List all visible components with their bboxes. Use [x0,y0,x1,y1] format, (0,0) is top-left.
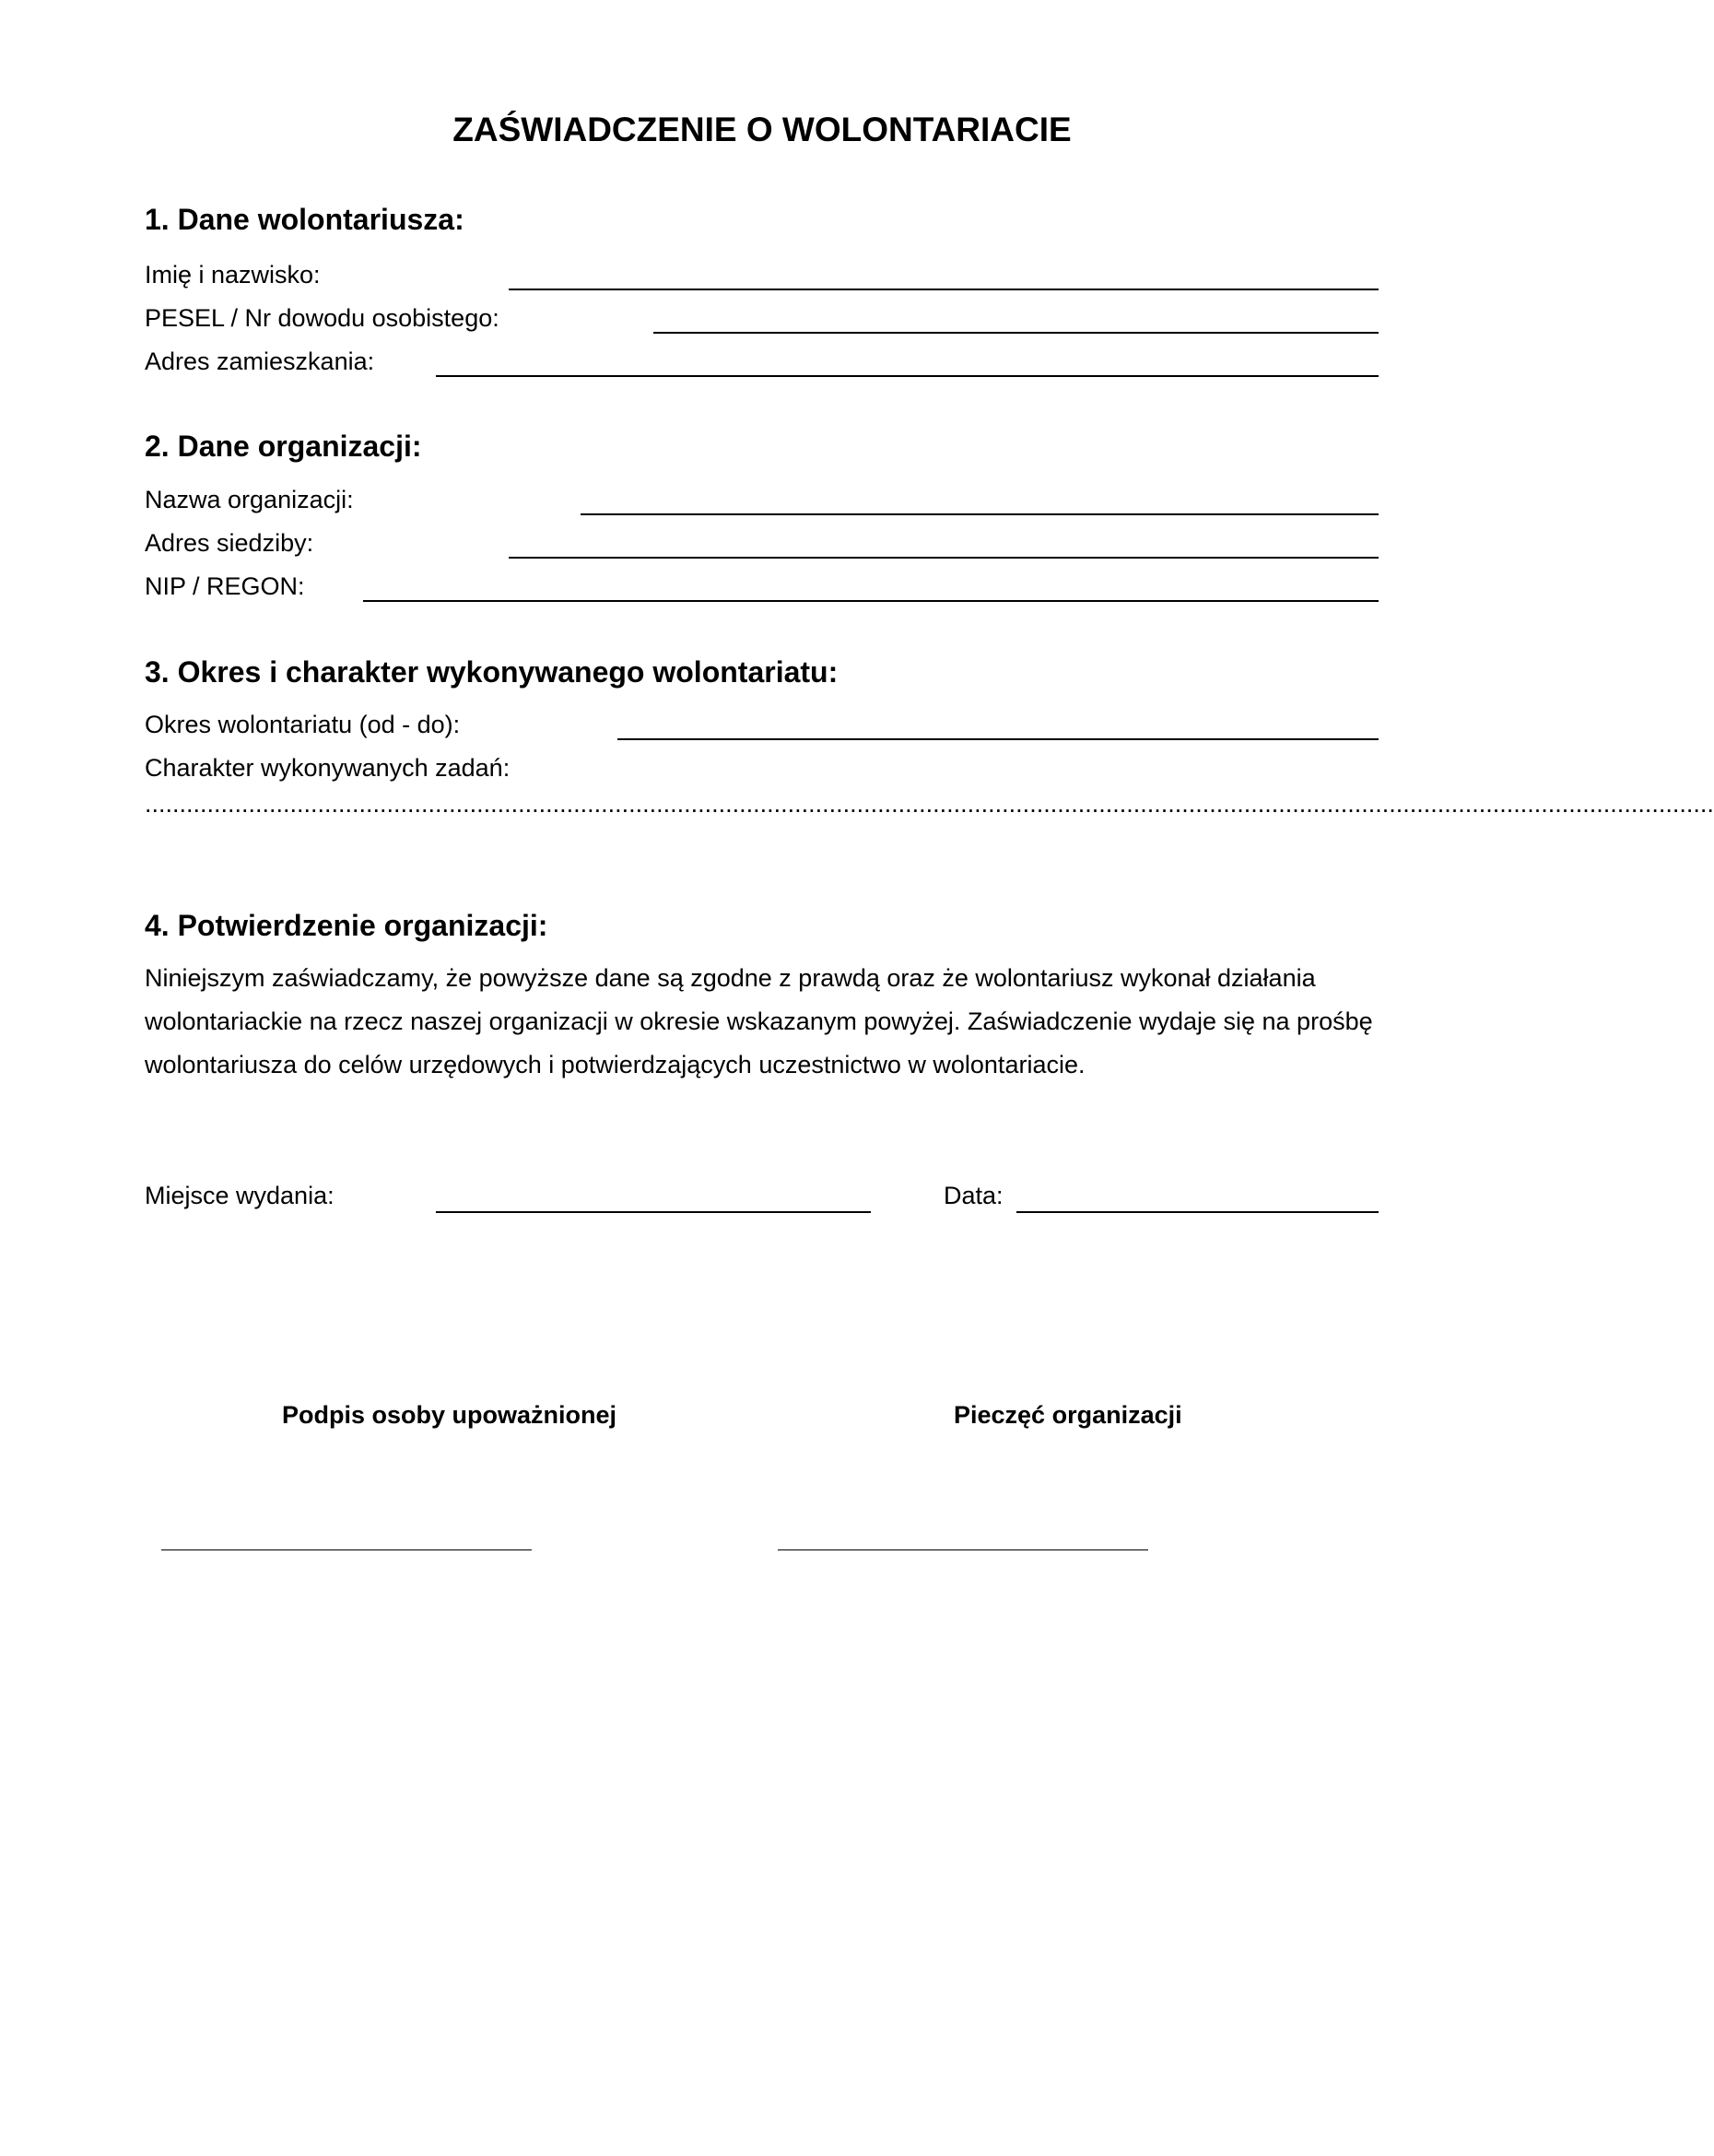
confirmation-text: Niniejszym zaświadczamy, że powyższe dane są zgodne z prawdą oraz że wolontariusz wykonał działania wolontariackie na rzecz naszej organizacji w okresie wskazanym powyżej. Zaświadczenie wydaje się na prośbę wolontariusza do celów urzędowych i potwierdzających uczestnictwo w wolontariacie. [145,964,1373,1078]
section-4-heading: 4. Potwierdzenie organizacji: [145,909,548,942]
signature-line[interactable] [161,1549,532,1550]
section-2-heading: 2. Dane organizacji: [145,430,422,463]
name-field-line[interactable] [509,289,1379,290]
org-address-label: Adres siedziby: [145,529,314,557]
date-label: Data: [944,1182,1004,1209]
org-name-field-line[interactable] [581,513,1379,515]
place-field-line[interactable] [436,1211,871,1213]
nip-regon-field-line[interactable] [363,600,1379,602]
section-1-heading: 1. Dane wolontariusza: [145,203,464,236]
signature-label: Podpis osoby upoważnionej [282,1401,617,1429]
tasks-label: Charakter wykonywanych zadań: [145,754,511,782]
org-address-field-line[interactable] [509,557,1379,559]
name-label: Imię i nazwisko: [145,261,321,289]
date-field-line[interactable] [1016,1211,1379,1213]
place-label: Miejsce wydania: [145,1182,335,1209]
address-field-line[interactable] [436,375,1379,377]
nip-regon-label: NIP / REGON: [145,572,305,600]
stamp-label: Pieczęć organizacji [954,1401,1182,1429]
document-title: ZAŚWIADCZENIE O WOLONTARIACIE [452,111,1072,148]
period-label: Okres wolontariatu (od - do): [145,711,461,738]
tasks-dotted-line[interactable]: ................................................................................................................................................................................................................................... [145,790,1714,818]
org-name-label: Nazwa organizacji: [145,486,354,513]
address-label: Adres zamieszkania: [145,348,375,375]
pesel-label: PESEL / Nr dowodu osobistego: [145,304,499,332]
stamp-line[interactable] [778,1549,1148,1550]
period-field-line[interactable] [617,738,1379,740]
section-3-heading: 3. Okres i charakter wykonywanego wolontariatu: [145,655,839,689]
pesel-field-line[interactable] [653,332,1379,334]
